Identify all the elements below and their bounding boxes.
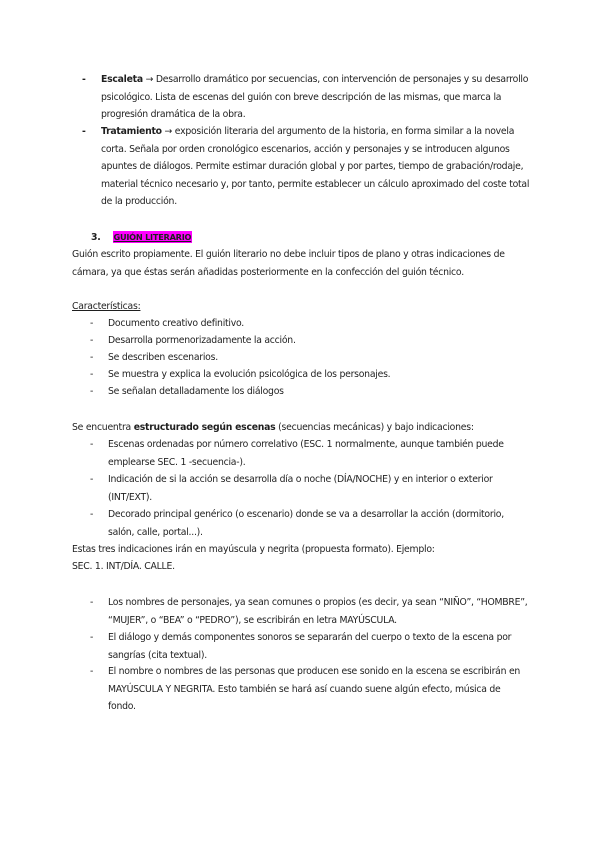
format-note: Estas tres indicaciones irán en mayúscula y negrita (propuesta formato). Ejemplo: [72,544,435,555]
format-example: SEC. 1. INT/DÍA. CALLE. [72,561,175,572]
features-heading: Características: [72,301,141,312]
dash-marker: - [90,352,94,363]
term-escaleta: Escaleta [101,74,143,85]
list-item-text: El diálogo y demás componentes sonoros se separarán del cuerpo o texto de la escena por sangrías (cita textual). [108,632,512,661]
list-item-text: Decorado principal genérico (o escenario) donde se va a desarrollar la acción (dormitorio, salón, calle, portal...). [108,509,504,538]
term-tratamiento: Tratamiento [101,126,162,137]
structure-intro-before: Se encuentra [72,422,134,433]
dash-marker: - [90,318,94,329]
dash-marker: - [90,509,94,520]
dash-marker: - [90,335,94,346]
list-item-text: Desarrolla pormenorizadamente la acción. [108,335,296,346]
arrow: → [164,126,173,137]
dash-marker: - [90,369,94,380]
section-title: GUIÓN LITERARIO [113,232,192,242]
list-item-text: El nombre o nombres de las personas que producen ese sonido en la escena se escribirán en MAYÚSCULA Y NEGRITA. Esto también se hará así cuando suene algún efecto, música de fondo. [108,666,521,713]
list-item-text: Se señalan detalladamente los diálogos [108,386,284,397]
list-item-text: Indicación de si la acción se desarrolla día o noche (DÍA/NOCHE) y en interior o exterior (INT/EXT). [108,474,493,503]
section-number: 3. [91,232,101,243]
dash-marker: - [90,666,94,677]
bullet-description: exposición literaria del argumento de la historia, en forma similar a la novela corta. Señala por orden cronológico escenarios, acción y personajes y se introducen algunos apuntes de diálogos. Permite estimar duración global y por partes, tiempo de grabación/rodaje, material técnico necesario y, por tanto, permite establecer un cálculo aproximado del coste total de la producción. [101,126,530,208]
list-item-text: Se muestra y explica la evolución psicológica de los personajes. [108,369,391,380]
section-heading [91,229,192,247]
bullet-description: Desarrollo dramático por secuencias, con intervención de personajes y su desarrollo psicológico. Lista de escenas del guión con breve descripción de las mismas, que marca la progresión dramática de la obra. [101,74,529,121]
structure-intro-after: (secuencias mecánicas) y bajo indicaciones: [275,422,474,433]
intro-paragraph: Guión escrito propiamente. El guión literario no debe incluir tipos de plano y otras indicaciones de cámara, ya que éstas serán añadidas posteriormente en la confección del guión técnico. [72,249,505,278]
dash-marker: - [90,386,94,397]
bullet-marker: - [82,126,86,137]
list-item-text: Se describen escenarios. [108,352,218,363]
dash-marker: - [90,632,94,643]
arrow: → [145,74,154,85]
dash-marker: - [90,474,94,485]
dash-marker: - [90,439,94,450]
list-item-text: Documento creativo definitivo. [108,318,244,329]
bullet-text [101,123,533,211]
bullet-text [101,71,533,124]
bullet-marker: - [82,74,86,85]
structure-intro-bold: estructurado según escenas [133,422,276,433]
list-item-text: Los nombres de personajes, ya sean comunes o propios (es decir, ya sean “NIÑO”, “HOMBRE”, “MUJER”, o “BEA” o “PEDRO”), se escribirán en letra MAYÚSCULA. [108,597,528,626]
list-item-text: Escenas ordenadas por número correlativo (ESC. 1 normalmente, aunque también puede emplearse SEC. 1 -secuencia-). [108,439,504,468]
dash-marker: - [90,597,94,608]
structure-intro [72,419,528,437]
